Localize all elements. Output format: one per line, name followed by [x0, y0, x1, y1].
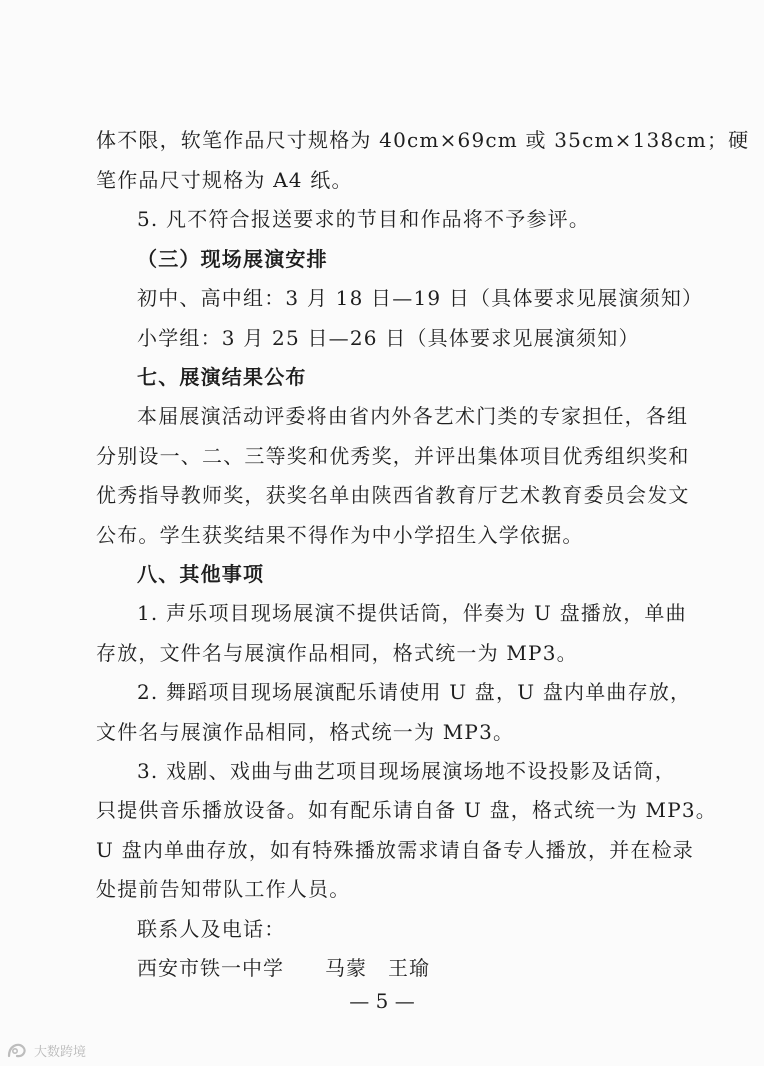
paragraph-line: 3. 戏剧、戏曲与曲艺项目现场展演场地不设投影及话筒， — [137, 759, 676, 783]
watermark-logo-icon — [6, 1040, 30, 1060]
page-number: — 5 — — [349, 989, 415, 1013]
paragraph-line: 公布。学生获奖结果不得作为中小学招生入学依据。 — [96, 523, 584, 547]
paragraph-line: 优秀指导教师奖，获奖名单由陕西省教育厅艺术教育委员会发文 — [96, 483, 690, 507]
watermark — [6, 1039, 86, 1061]
paragraph-line: 初中、高中组：3 月 18 日—19 日（具体要求见展演须知） — [137, 286, 704, 310]
paragraph-line: 1. 声乐项目现场展演不提供话筒，伴奏为 U 盘播放，单曲 — [137, 601, 687, 625]
section-heading: 七、展演结果公布 — [137, 365, 307, 389]
contact-names: 马蒙 王瑜 — [325, 956, 430, 980]
contact-organization: 西安市铁一中学 — [137, 956, 284, 980]
paragraph-line: 本届展演活动评委将由省内外各艺术门类的专家担任，各组 — [137, 404, 689, 428]
paragraph-line: 小学组：3 月 25 日—26 日（具体要求见展演须知） — [137, 326, 640, 350]
contact-heading: 联系人及电话： — [137, 917, 286, 941]
paragraph-line: 2. 舞蹈项目现场展演配乐请使用 U 盘，U 盘内单曲存放， — [137, 680, 692, 704]
section-subheading: （三）现场展演安排 — [137, 247, 328, 271]
paragraph-line: 体不限，软笔作品尺寸规格为 40cm×69cm 或 35cm×138cm；硬 — [96, 128, 750, 152]
paragraph-line: 只提供音乐播放设备。如有配乐请自备 U 盘，格式统一为 MP3。 — [96, 798, 717, 822]
paragraph-line: 存放，文件名与展演作品相同，格式统一为 MP3。 — [96, 641, 578, 665]
section-heading: 八、其他事项 — [137, 562, 265, 586]
paragraph-line: 笔作品尺寸规格为 A4 纸。 — [96, 168, 353, 192]
paragraph-line: 文件名与展演作品相同，格式统一为 MP3。 — [96, 720, 515, 744]
paragraph-line: 5. 凡不符合报送要求的节目和作品将不予参评。 — [137, 207, 591, 231]
paragraph-line: 分别设一、二、三等奖和优秀奖，并评出集体项目优秀组织奖和 — [96, 444, 690, 468]
watermark-text: 大数跨境 — [34, 1044, 87, 1060]
paragraph-line: U 盘内单曲存放，如有特殊播放需求请自备专人播放，并在检录 — [96, 838, 695, 862]
paragraph-line: 处提前告知带队工作人员。 — [96, 877, 351, 901]
